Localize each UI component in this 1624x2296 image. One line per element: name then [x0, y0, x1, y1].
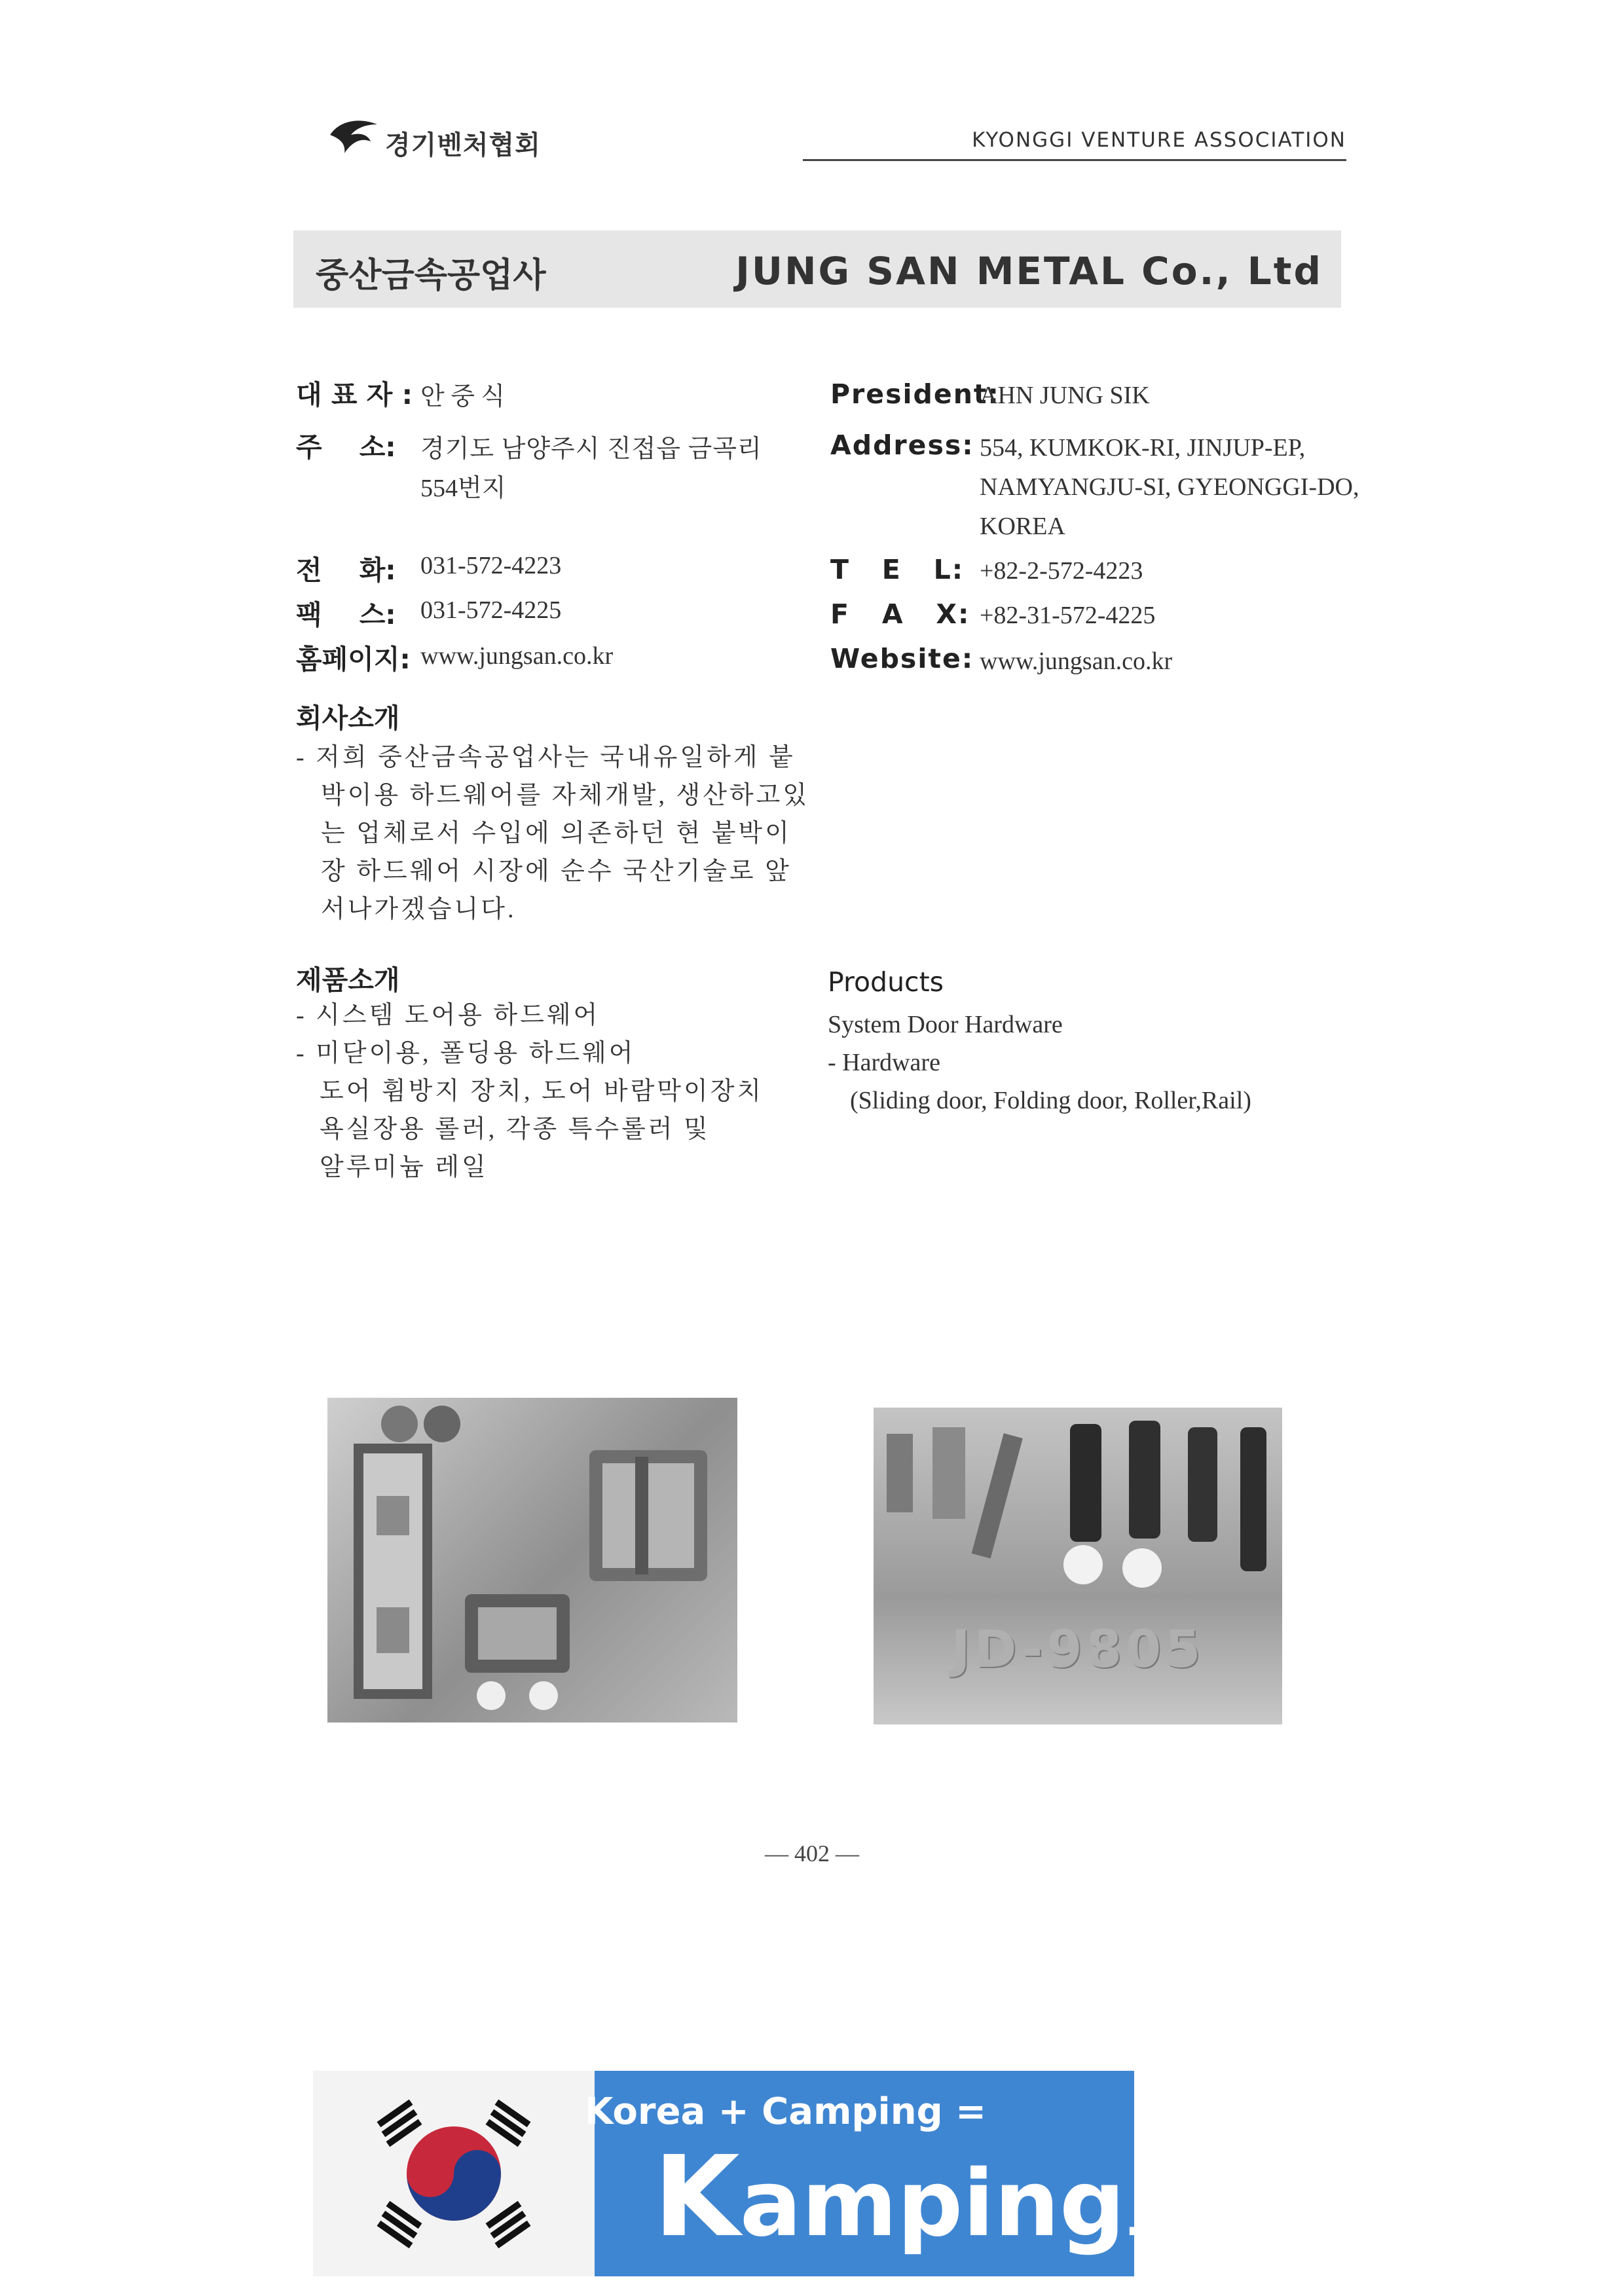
- banner-k-letter: K: [654, 2132, 740, 2262]
- korean-flag-image: [313, 2071, 595, 2276]
- product-line-ko: 도어 휨방지 장치, 도어 바람막이장치: [320, 1078, 764, 1105]
- rep-label: 대 표 자 :: [296, 379, 413, 410]
- company-name-korean: 중산금속공업사: [316, 256, 546, 295]
- address-line2-ko: 554번지: [420, 475, 506, 502]
- logo-text: 경기벤처협회: [385, 130, 541, 160]
- header-divider: [803, 159, 1346, 161]
- rep-value: 안 중 식: [420, 383, 506, 410]
- tel-label-en: T E L:: [830, 554, 965, 585]
- fax-label-ko: 팩 스:: [296, 599, 396, 630]
- company-intro-text: [296, 738, 813, 928]
- products-list-ko: [296, 996, 813, 1186]
- address-line2-en: NAMYANGJU-SI, GYEONGGI-DO,: [980, 473, 1359, 501]
- address-label-ko: 주 소:: [296, 431, 396, 463]
- fax-label-en: F A X:: [830, 598, 970, 630]
- address-line3-en: KOREA: [980, 513, 1065, 540]
- taegukgi-icon: [313, 2071, 595, 2276]
- company-name-english: JUNG SAN METAL Co., Ltd: [735, 249, 1323, 293]
- product-photo-jd9805: [874, 1408, 1282, 1724]
- intro-line: 장 하드웨어 시장에 순수 국산기술로 앞: [321, 858, 792, 885]
- product-line-en: System Door Hardware: [828, 1011, 1063, 1038]
- product-line-en: (Sliding door, Folding door, Roller,Rail): [850, 1087, 1251, 1114]
- product-photo-hardware: [327, 1398, 737, 1722]
- products-heading-ko: 제품소개: [296, 964, 400, 996]
- product-line-ko: - 미닫이용, 폴딩용 하드웨어: [296, 1040, 636, 1067]
- web-label-ko: 홈페이지:: [296, 644, 411, 675]
- product-line-ko: 알루미늄 레일: [320, 1154, 489, 1181]
- product-line-en: - Hardware: [828, 1049, 940, 1076]
- intro-line: 는 업체로서 수입에 의존하던 현 붙박이: [321, 820, 792, 847]
- president-label: President:: [830, 378, 1000, 410]
- company-intro-heading: 회사소개: [296, 702, 400, 734]
- product-line-ko: 욕실장용 롤러, 각종 특수롤러 및: [320, 1116, 710, 1143]
- fax-value-ko: 031-572-4225: [420, 596, 562, 624]
- intro-line: - 저희 중산금속공업사는 국내유일하게 붙: [296, 744, 796, 771]
- tel-value-en: +82-2-572-4223: [980, 557, 1143, 585]
- association-logo: [327, 110, 602, 169]
- fax-value-en: +82-31-572-4225: [980, 602, 1156, 629]
- association-name: KYONGGI VENTURE ASSOCIATION: [972, 128, 1346, 152]
- president-value: AHN JUNG SIK: [980, 382, 1150, 409]
- banner-domain-suffix: .co.kr: [1125, 2195, 1264, 2246]
- hardware-illustration: [327, 1398, 737, 1722]
- address-line1-en: 554, KUMKOK-RI, JINJUP-EP,: [980, 434, 1306, 462]
- product-line-ko: - 시스템 도어용 하드웨어: [296, 1002, 600, 1029]
- website-value-en[interactable]: www.jungsan.co.kr: [980, 647, 1173, 675]
- address-label-en: Address:: [830, 429, 974, 461]
- tel-label-ko: 전 화:: [296, 555, 396, 586]
- address-line1-ko: 경기도 남양주시 진접읍 금곡리: [420, 435, 762, 463]
- rollers-illustration: [874, 1408, 1282, 1604]
- bird-logo-icon: [327, 115, 380, 157]
- kamping-banner[interactable]: [313, 2071, 1264, 2276]
- product-code-label: JD-9805: [951, 1620, 1205, 1679]
- banner-tagline: Korea + Camping =: [585, 2090, 987, 2133]
- banner-word-rest: amping: [739, 2151, 1126, 2257]
- tel-value-ko: 031-572-4223: [420, 552, 562, 579]
- intro-line: 서나가겠습니다.: [321, 896, 517, 923]
- intro-line: 박이용 하드웨어를 자체개발, 생산하고있: [321, 782, 810, 809]
- website-label-en: Website:: [830, 643, 974, 674]
- products-heading-en: Products: [828, 966, 944, 998]
- page-number: — 402 —: [765, 1840, 859, 1867]
- banner-site-name: [654, 2132, 1264, 2270]
- web-value-ko[interactable]: www.jungsan.co.kr: [420, 642, 614, 670]
- products-list-en: [828, 1006, 1352, 1120]
